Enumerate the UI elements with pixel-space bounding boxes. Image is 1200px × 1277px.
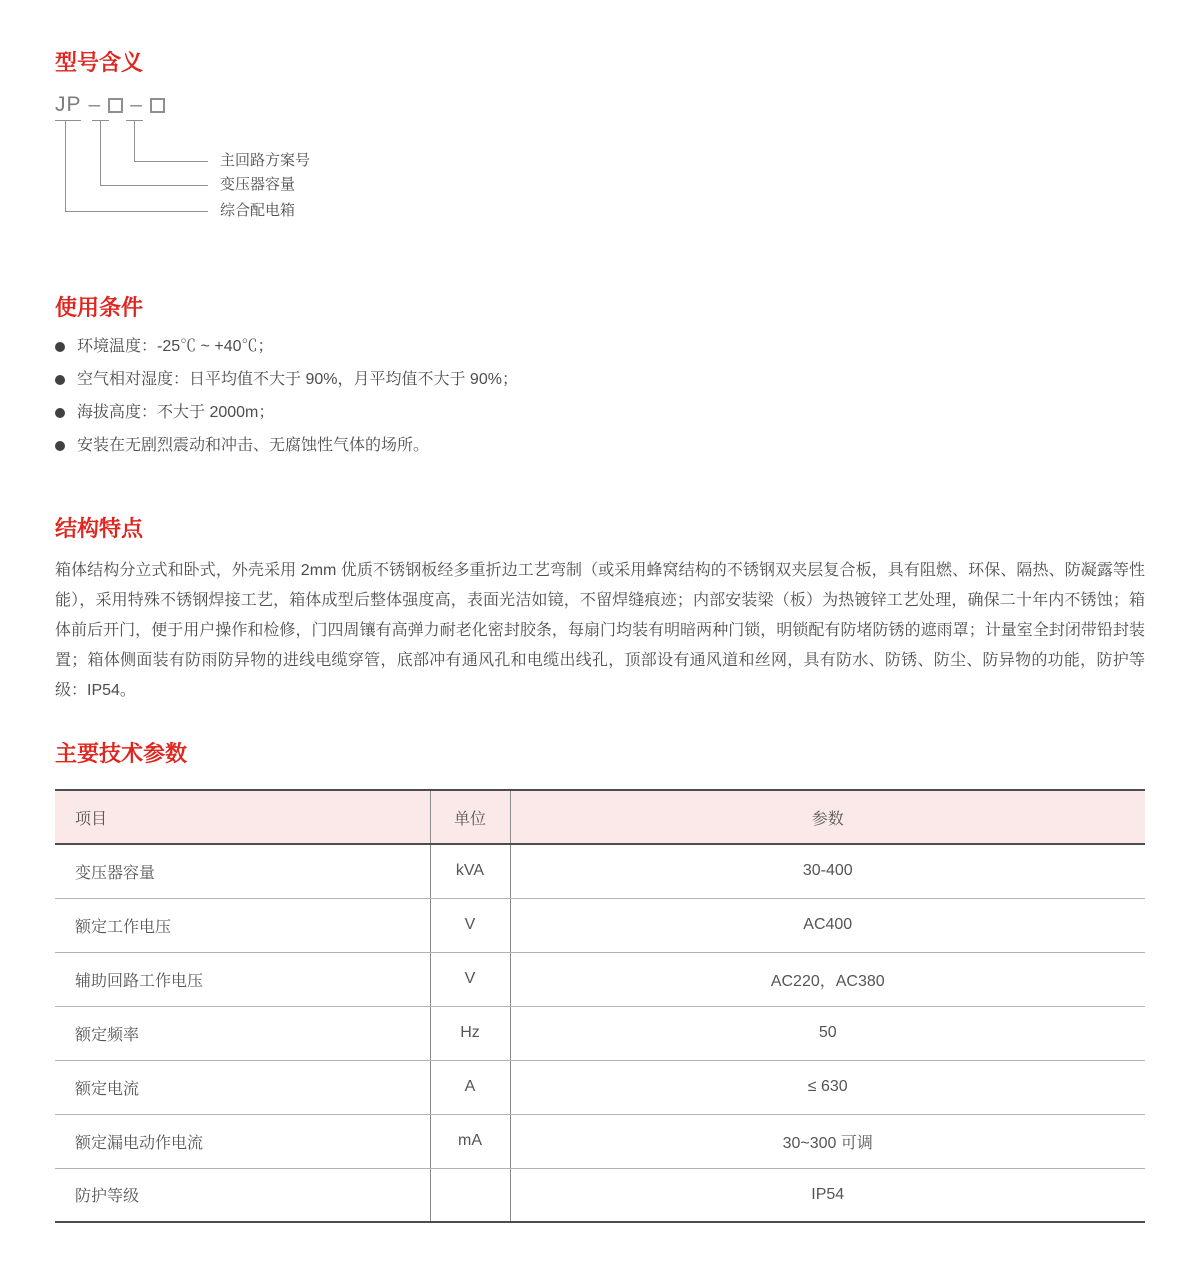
connector-line [100, 120, 101, 186]
condition-text: 环境温度：-25℃ ~ +40℃； [77, 338, 274, 355]
cell-parameter: ≤ 630 [510, 1060, 1145, 1114]
model-label-main-circuit: 主回路方案号 [220, 152, 311, 169]
section-title-structure-features: 结构特点 [55, 516, 144, 541]
cell-item: 额定电流 [55, 1060, 430, 1114]
bullet-icon [55, 441, 65, 451]
cell-parameter: AC220，AC380 [510, 952, 1145, 1006]
cell-item: 防护等级 [55, 1168, 430, 1222]
section-title-technical-parameters: 主要技术参数 [55, 741, 188, 766]
underline [55, 120, 81, 121]
cell-item: 额定频率 [55, 1006, 430, 1060]
model-code-diagram [55, 93, 1145, 223]
list-item [55, 403, 1145, 423]
table-row [55, 1060, 1145, 1114]
column-header-parameter: 参数 [510, 790, 1145, 844]
cell-unit: V [430, 952, 510, 1006]
table-row [55, 1114, 1145, 1168]
cell-unit: kVA [430, 844, 510, 898]
condition-text: 海拔高度：不大于 2000m； [77, 404, 275, 421]
condition-text: 安装在无剧烈震动和冲击、无腐蚀性气体的场所。 [77, 437, 430, 454]
model-label-transformer-capacity: 变压器容量 [220, 176, 296, 193]
cell-unit: Hz [430, 1006, 510, 1060]
connector-line [65, 120, 66, 212]
section-title-model-meaning: 型号含义 [55, 50, 144, 75]
table-header-row [55, 790, 1145, 844]
cell-item: 辅助回路工作电压 [55, 952, 430, 1006]
conditions-list [55, 337, 1145, 456]
bullet-icon [55, 342, 65, 352]
technical-parameters-table [55, 789, 1145, 1223]
cell-parameter: 30-400 [510, 844, 1145, 898]
connector-line [134, 120, 135, 162]
cell-unit: A [430, 1060, 510, 1114]
table-row [55, 1006, 1145, 1060]
cell-unit [430, 1168, 510, 1222]
column-header-item: 项目 [55, 790, 430, 844]
params-table-body [55, 844, 1145, 1222]
cell-parameter: IP54 [510, 1168, 1145, 1222]
model-label-distribution-box: 综合配电箱 [220, 202, 296, 219]
model-placeholder-box-icon [150, 98, 165, 113]
section-title-usage-conditions: 使用条件 [55, 295, 144, 320]
list-item [55, 370, 1145, 390]
model-prefix: JP [55, 93, 82, 116]
cell-unit: mA [430, 1114, 510, 1168]
column-header-unit: 单位 [430, 790, 510, 844]
cell-parameter: AC400 [510, 898, 1145, 952]
structure-features-paragraph: 箱体结构分立式和卧式，外壳采用 2mm 优质不锈钢板经多重折边工艺弯制（或采用蜂窝结构的不锈钢双夹层复合板，具有阻燃、环保、隔热、防凝露等性能），采用特殊不锈钢焊接工艺，箱体成型后整体强度高，表面光洁如镜，不留焊缝痕迹；内部安装梁（板）为热镀锌工艺处理，确保二十年内不锈蚀；箱体前后开门，便于用户操作和检修，门四周镶有高弹力耐老化密封胶条，每扇门均装有明暗两种门锁，明锁配有防堵防锈的遮雨罩；计量室全封闭带铅封装置；箱体侧面装有防雨防异物的进线电缆穿管，底部冲有通风孔和电缆出线孔，顶部设有通风道和丝网，具有防水、防锈、防尘、防异物的功能，防护等级：IP54。 [55, 562, 1145, 699]
cell-item: 额定漏电动作电流 [55, 1114, 430, 1168]
model-dash: – [130, 93, 143, 116]
model-placeholder-box-icon [108, 98, 123, 113]
list-item [55, 436, 1145, 456]
table-header [55, 790, 1145, 844]
cell-item: 额定工作电压 [55, 898, 430, 952]
condition-text: 空气相对湿度：日平均值不大于 90%，月平均值不大于 90%； [77, 371, 518, 388]
cell-parameter: 30~300 可调 [510, 1114, 1145, 1168]
connector-line [134, 161, 208, 162]
bullet-icon [55, 408, 65, 418]
connector-line [100, 185, 208, 186]
table-row [55, 898, 1145, 952]
cell-item: 变压器容量 [55, 844, 430, 898]
table-row [55, 1168, 1145, 1222]
list-item [55, 337, 1145, 357]
cell-parameter: 50 [510, 1006, 1145, 1060]
table-row [55, 844, 1145, 898]
connector-line [65, 211, 208, 212]
model-code [55, 93, 165, 117]
table-row [55, 952, 1145, 1006]
bullet-icon [55, 375, 65, 385]
cell-unit: V [430, 898, 510, 952]
model-dash: – [88, 93, 102, 116]
